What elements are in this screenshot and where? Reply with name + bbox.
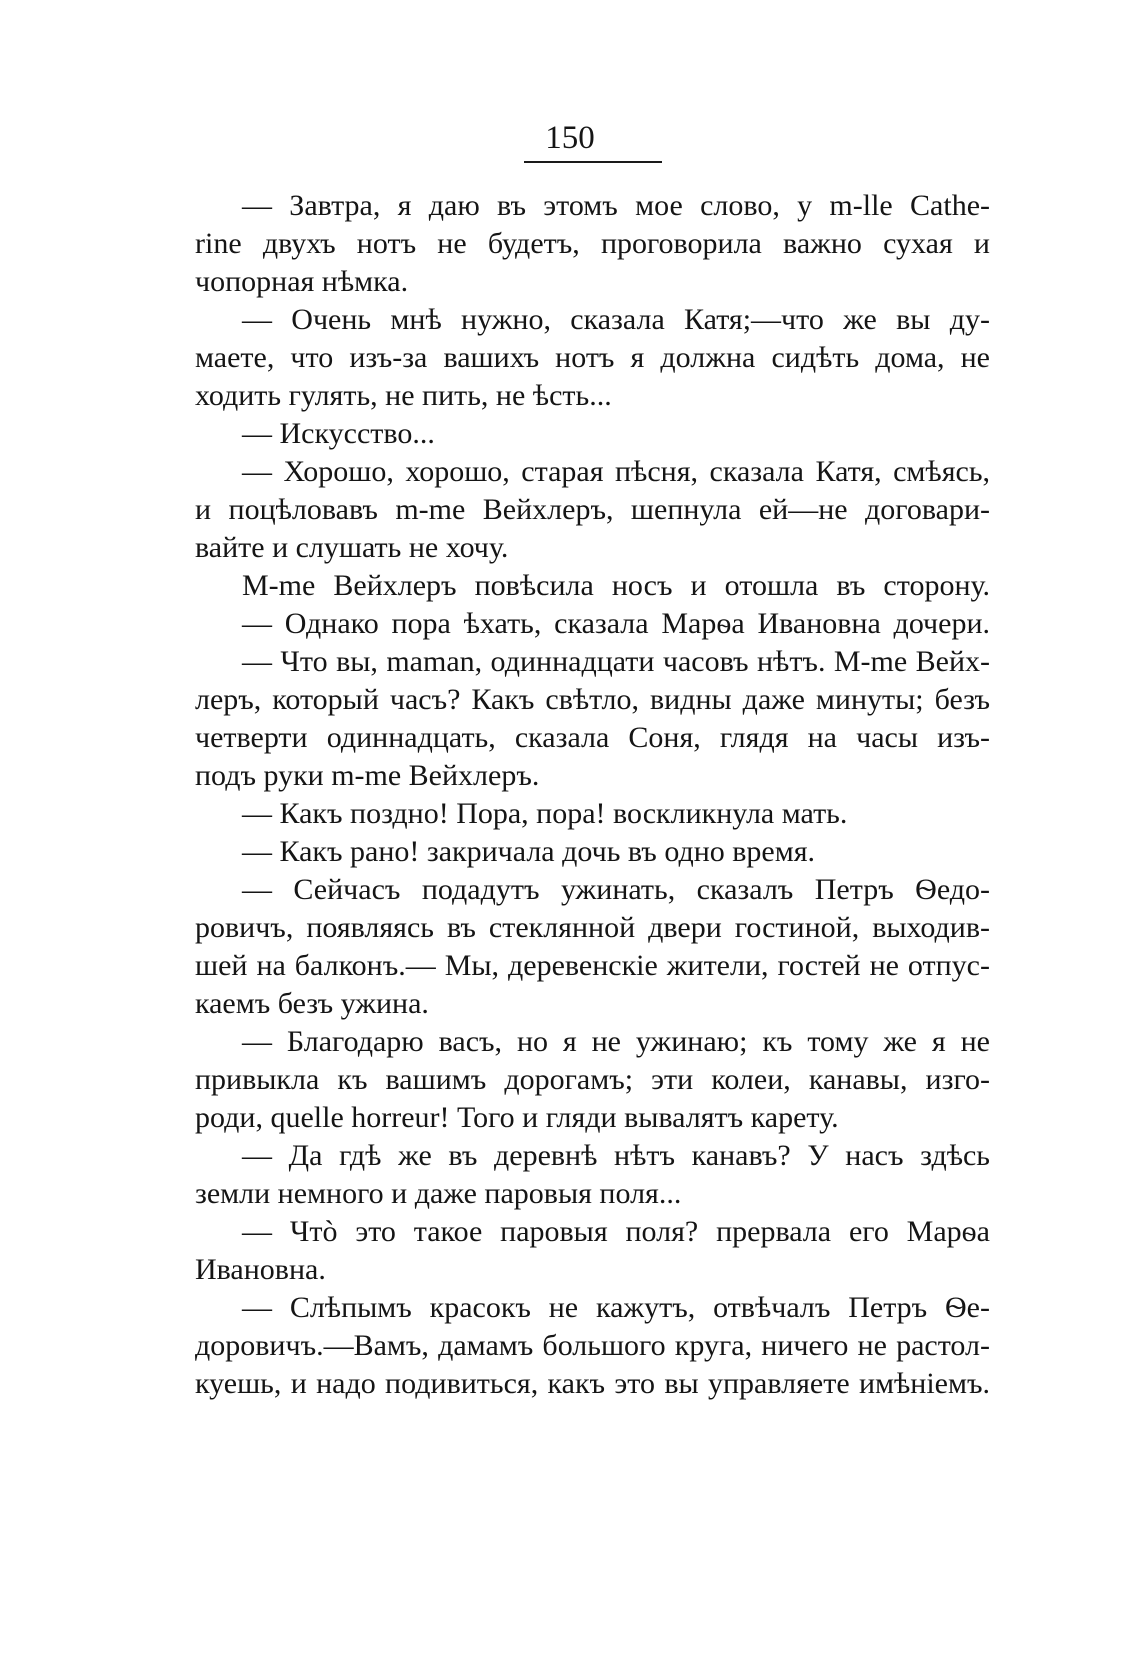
text-line: чопорная нѣмка.: [195, 265, 409, 298]
text-line: четверти одиннадцать, сказала Соня, глядя на часы изъ-: [195, 721, 990, 754]
text-line: — Хорошо, хорошо, старая пѣсня, сказала Катя, смѣясь,: [242, 455, 990, 488]
text-line: — Чтò это такое паровыя поля? прервала его Марѳа: [242, 1215, 990, 1248]
header-rule: [524, 161, 662, 163]
text-line: и поцѣловавъ m-me Вейхлеръ, шепнула ей—не договари-: [195, 493, 990, 526]
text-line: — Искусство...: [242, 417, 435, 450]
page-number: 150: [545, 120, 595, 156]
text-line: шей на балконъ.— Мы, деревенскіе жители, гостей не отпус-: [195, 949, 990, 982]
text-line: — Слѣпымъ красокъ не кажутъ, отвѣчалъ Петръ Ѳе-: [242, 1291, 990, 1324]
text-line: — Какъ поздно! Пора, пора! воскликнула мать.: [242, 797, 848, 830]
text-line: ровичъ, появляясь въ стеклянной двери гостиной, выходив-: [195, 911, 990, 944]
text-line: доровичъ.—Вамъ, дамамъ большого круга, ничего не растол-: [195, 1329, 990, 1362]
text-line: привыкла къ вашимъ дорогамъ; эти колеи, канавы, изго-: [195, 1063, 990, 1096]
text-line: Ивановна.: [195, 1253, 326, 1286]
text-line: каемъ безъ ужина.: [195, 987, 429, 1020]
text-line: подъ руки m-me Вейхлеръ.: [195, 759, 540, 792]
text-line: ходить гулять, не пить, не ѣсть...: [195, 379, 612, 412]
text-line: леръ, который часъ? Какъ свѣтло, видны даже минуты; безъ: [195, 683, 990, 716]
text-line: — Сейчасъ подадутъ ужинать, сказалъ Петръ Ѳедо-: [242, 873, 990, 906]
text-line: rine двухъ нотъ не будетъ, проговорила важно сухая и: [195, 227, 990, 260]
text-line: — Очень мнѣ нужно, сказала Катя;—что же вы ду-: [242, 303, 990, 336]
text-line: — Какъ рано! закричала дочь въ одно время.: [242, 835, 816, 868]
text-line: земли немного и даже паровыя поля...: [195, 1177, 682, 1210]
text-line: — Однако пора ѣхать, сказала Марѳа Ивановна дочери.: [242, 607, 990, 640]
text-line: вайте и слушать не хочу.: [195, 531, 509, 564]
text-line: — Благодарю васъ, но я не ужинаю; къ тому же я не: [242, 1025, 990, 1058]
text-line: М-me Вейхлеръ повѣсила носъ и отошла въ сторону.: [242, 569, 990, 602]
text-line: — Да гдѣ же въ деревнѣ нѣтъ канавъ? У насъ здѣсь: [242, 1139, 990, 1172]
text-line: — Что вы, maman, одиннадцати часовъ нѣтъ. М-me Вейх-: [242, 645, 990, 678]
text-line: куешь, и надо подивиться, какъ это вы управляете имѣніемъ.: [195, 1367, 990, 1400]
text-line: — Завтра, я даю въ этомъ мое слово, у m-lle Cathe-: [242, 189, 990, 222]
text-line: роди, quelle horreur! Того и гляди вывалятъ карету.: [195, 1101, 839, 1134]
text-line: маете, что изъ-за вашихъ нотъ я должна сидѣть дома, не: [195, 341, 990, 374]
